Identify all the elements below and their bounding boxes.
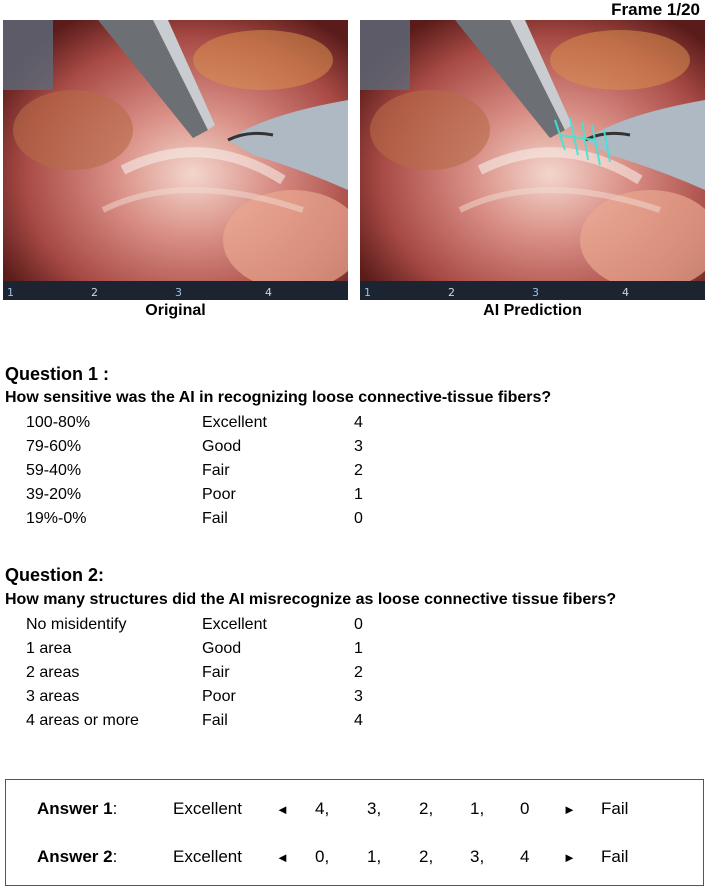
option-range: 1 area <box>26 640 72 657</box>
answer1-option-0[interactable]: 0 <box>520 799 530 818</box>
option-range: 3 areas <box>26 688 80 705</box>
ai-prediction-caption: AI Prediction <box>483 302 582 319</box>
answer1-colon: : <box>112 799 118 818</box>
left-arrow-icon: ◄ <box>276 850 289 865</box>
option-rating: Good <box>202 640 242 657</box>
ai-image-art <box>360 20 705 300</box>
option-rating: Fail <box>202 712 228 729</box>
answer1-row <box>6 799 703 823</box>
option-rating: Good <box>202 438 242 455</box>
right-arrow-icon: ► <box>563 850 576 865</box>
question2-text: How many structures did the AI misrecognize as loose connective tissue fibers? <box>5 591 617 608</box>
question2-heading: Question 2: <box>5 565 105 585</box>
answer2-label-text: Answer 2 <box>37 847 113 866</box>
overlay-label: 3 <box>532 286 539 299</box>
option-score: 4 <box>354 712 363 729</box>
overlay-label: 4 <box>265 286 272 299</box>
overlay-label: 3 <box>175 286 182 299</box>
option-score: 3 <box>354 688 363 705</box>
option-score: 1 <box>354 486 363 503</box>
option-rating: Excellent <box>202 616 267 633</box>
option-range: 79-60% <box>26 438 82 455</box>
frame-counter: Frame 1/20 <box>611 0 700 19</box>
answer2-row <box>6 847 703 871</box>
answer2-option-4[interactable]: 4 <box>520 847 530 866</box>
option-rating: Excellent <box>202 414 267 431</box>
option-range: 2 areas <box>26 664 80 681</box>
option-score: 0 <box>354 510 363 527</box>
answer1-right-anchor: Fail <box>601 799 629 818</box>
overlay-label: 2 <box>448 286 455 299</box>
overlay-label: 2 <box>91 286 98 299</box>
answer1-option-3[interactable]: 3, <box>367 799 382 818</box>
option-range: 4 areas or more <box>26 712 139 729</box>
answer2-option-0[interactable]: 0, <box>315 847 330 866</box>
option-score: 1 <box>354 640 363 657</box>
answer2-option-1[interactable]: 1, <box>367 847 382 866</box>
answer1-label-text: Answer 1 <box>37 799 113 818</box>
option-score: 2 <box>354 664 363 681</box>
answer1-option-2[interactable]: 2, <box>419 799 434 818</box>
option-rating: Fair <box>202 462 230 479</box>
original-surgical-image <box>3 20 348 300</box>
answer1-left-anchor: Excellent <box>173 799 242 818</box>
answer2-left-anchor: Excellent <box>173 847 242 866</box>
answer2-colon: : <box>112 847 118 866</box>
option-rating: Fair <box>202 664 230 681</box>
question1-heading: Question 1 : <box>5 364 110 384</box>
answer1-label <box>37 799 117 819</box>
answer2-option-3[interactable]: 3, <box>470 847 485 866</box>
answer1-option-4[interactable]: 4, <box>315 799 330 818</box>
option-score: 0 <box>354 616 363 633</box>
option-range: 100-80% <box>26 414 91 431</box>
option-score: 2 <box>354 462 363 479</box>
option-score: 3 <box>354 438 363 455</box>
answer2-label <box>37 847 117 867</box>
option-range: 19%-0% <box>26 510 87 527</box>
option-range: No misidentify <box>26 616 127 633</box>
original-caption: Original <box>145 302 206 319</box>
option-range: 59-40% <box>26 462 82 479</box>
overlay-label: 4 <box>622 286 629 299</box>
question1-text: How sensitive was the AI in recognizing loose connective-tissue fibers? <box>5 389 552 406</box>
answer2-right-anchor: Fail <box>601 847 629 866</box>
left-arrow-icon: ◄ <box>276 802 289 817</box>
option-rating: Poor <box>202 688 236 705</box>
option-rating: Poor <box>202 486 236 503</box>
right-arrow-icon: ► <box>563 802 576 817</box>
overlay-label: 1 <box>7 286 14 299</box>
answer-box <box>5 779 704 886</box>
option-rating: Fail <box>202 510 228 527</box>
option-score: 4 <box>354 414 363 431</box>
option-range: 39-20% <box>26 486 82 503</box>
ai-prediction-image <box>360 20 705 300</box>
answer2-option-2[interactable]: 2, <box>419 847 434 866</box>
overlay-label: 1 <box>364 286 371 299</box>
answer1-option-1[interactable]: 1, <box>470 799 485 818</box>
original-image-art <box>3 20 348 300</box>
